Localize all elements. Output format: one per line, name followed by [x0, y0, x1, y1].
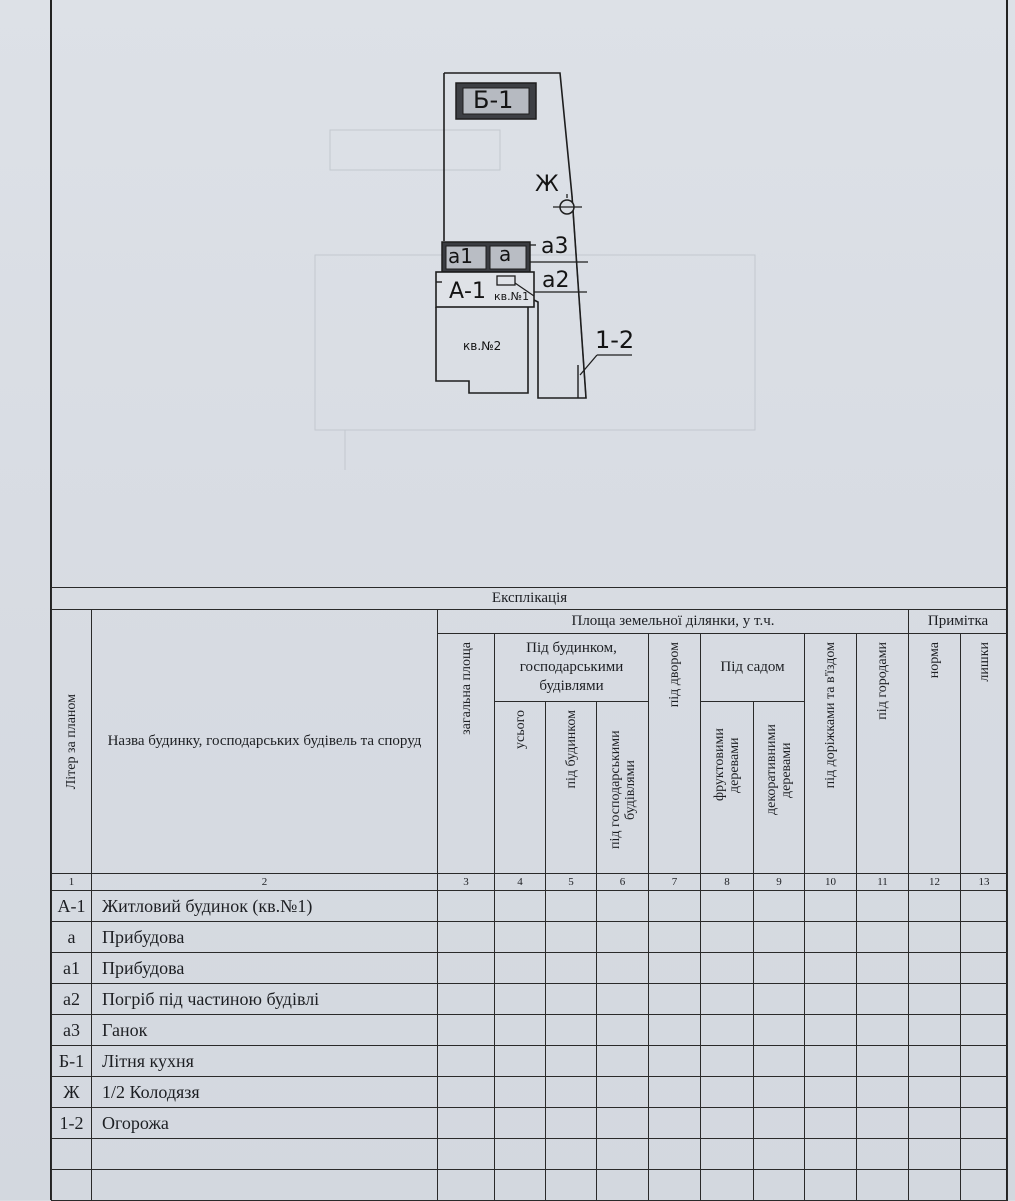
label-a3: а3 — [541, 234, 569, 259]
row-cell — [805, 891, 857, 922]
row-cell — [438, 1046, 495, 1077]
row-name: Прибудова — [92, 922, 438, 953]
row-code: а1 — [52, 953, 92, 984]
row-cell — [495, 891, 546, 922]
row-cell — [597, 891, 649, 922]
row-cell — [805, 984, 857, 1015]
row-cell — [649, 1108, 701, 1139]
row-cell — [546, 1046, 597, 1077]
row-name — [92, 1170, 438, 1201]
row-name: Літня кухня — [92, 1046, 438, 1077]
row-cell — [546, 1108, 597, 1139]
header-paths: під доріжками та в'їздом — [805, 634, 857, 874]
row-cell — [961, 922, 1008, 953]
table-row — [52, 1015, 1008, 1046]
row-cell — [857, 922, 909, 953]
row-cell — [438, 1108, 495, 1139]
row-cell — [961, 1046, 1008, 1077]
row-cell — [546, 1170, 597, 1201]
row-cell — [754, 922, 805, 953]
header-litera: Літер за планом — [52, 610, 92, 874]
row-cell — [805, 1139, 857, 1170]
row-cell — [546, 922, 597, 953]
row-code: Ж — [52, 1077, 92, 1108]
row-cell — [546, 984, 597, 1015]
table-row — [52, 922, 1008, 953]
table-title: Експлікація — [52, 588, 1008, 610]
row-cell — [909, 1046, 961, 1077]
row-cell — [438, 1015, 495, 1046]
explication-table — [51, 587, 1008, 1201]
row-cell — [805, 1108, 857, 1139]
label-a2: а2 — [542, 268, 570, 293]
header-fruit-trees: фруктовими деревами — [701, 702, 754, 874]
row-cell — [495, 1108, 546, 1139]
row-code: а3 — [52, 1015, 92, 1046]
row-cell — [754, 1046, 805, 1077]
row-cell — [754, 1015, 805, 1046]
row-cell — [495, 984, 546, 1015]
row-cell — [546, 1139, 597, 1170]
row-cell — [857, 891, 909, 922]
label-flat1: кв.№1 — [494, 290, 530, 303]
row-code: А-1 — [52, 891, 92, 922]
row-cell — [909, 922, 961, 953]
row-cell — [961, 953, 1008, 984]
header-area-group: Площа земельної ділянки, у т.ч. — [438, 610, 909, 634]
row-cell — [649, 953, 701, 984]
label-a1: а1 — [448, 244, 473, 268]
row-cell — [754, 1108, 805, 1139]
row-cell — [495, 953, 546, 984]
row-cell — [649, 1046, 701, 1077]
header-name: Назва будинку, господарських будівель та споруд — [92, 610, 438, 874]
row-cell — [546, 891, 597, 922]
row-cell — [649, 1077, 701, 1108]
header-under-outbuildings: під господарськими будівлями — [597, 702, 649, 874]
row-cell — [597, 1170, 649, 1201]
row-cell — [909, 1015, 961, 1046]
header-total-area: загальна площа — [438, 634, 495, 874]
row-cell — [597, 1139, 649, 1170]
row-cell — [495, 1170, 546, 1201]
site-plan — [0, 0, 1015, 590]
row-cell — [805, 1170, 857, 1201]
row-cell — [438, 1077, 495, 1108]
row-cell — [857, 953, 909, 984]
row-cell — [495, 1139, 546, 1170]
row-name: Житловий будинок (кв.№1) — [92, 891, 438, 922]
table-row — [52, 1139, 1008, 1170]
row-cell — [495, 922, 546, 953]
table-row — [52, 984, 1008, 1015]
row-cell — [754, 891, 805, 922]
row-cell — [805, 1015, 857, 1046]
row-cell — [701, 1139, 754, 1170]
header-decor-trees: декоративними деревами — [754, 702, 805, 874]
row-name: Погріб під частиною будівлі — [92, 984, 438, 1015]
header-garden-group: Під садом — [701, 634, 805, 702]
row-cell — [857, 1108, 909, 1139]
row-cell — [546, 1015, 597, 1046]
row-cell — [597, 984, 649, 1015]
table-row — [52, 953, 1008, 984]
row-cell — [701, 1170, 754, 1201]
row-cell — [857, 1077, 909, 1108]
table-row — [52, 891, 1008, 922]
label-A1: А-1 — [449, 279, 486, 304]
row-cell — [909, 1108, 961, 1139]
row-cell — [857, 984, 909, 1015]
row-cell — [649, 891, 701, 922]
header-excess: лишки — [961, 634, 1008, 874]
row-cell — [857, 1139, 909, 1170]
label-b1: Б-1 — [473, 86, 514, 114]
row-cell — [438, 1170, 495, 1201]
row-cell — [961, 1077, 1008, 1108]
row-cell — [649, 1170, 701, 1201]
row-cell — [805, 1046, 857, 1077]
row-cell — [649, 984, 701, 1015]
row-name — [92, 1139, 438, 1170]
label-a: а — [499, 242, 512, 266]
label-flat2: кв.№2 — [463, 339, 502, 353]
row-name: 1/2 Колодязя — [92, 1077, 438, 1108]
row-cell — [438, 984, 495, 1015]
row-cell — [649, 1015, 701, 1046]
row-cell — [701, 1015, 754, 1046]
row-cell — [909, 1139, 961, 1170]
row-code: а2 — [52, 984, 92, 1015]
row-cell — [701, 1046, 754, 1077]
row-cell — [909, 1170, 961, 1201]
row-cell — [438, 891, 495, 922]
row-cell — [597, 1015, 649, 1046]
row-cell — [805, 953, 857, 984]
row-cell — [754, 1139, 805, 1170]
table-row — [52, 1170, 1008, 1201]
row-name: Прибудова — [92, 953, 438, 984]
row-cell — [597, 953, 649, 984]
row-code: а — [52, 922, 92, 953]
row-code — [52, 1139, 92, 1170]
row-cell — [701, 984, 754, 1015]
table-row — [52, 1046, 1008, 1077]
header-under-buildings: Під будинком, господарськими будівлями — [495, 634, 649, 702]
row-code: Б-1 — [52, 1046, 92, 1077]
table-row — [52, 1077, 1008, 1108]
row-cell — [701, 922, 754, 953]
row-cell — [597, 1046, 649, 1077]
row-cell — [909, 1077, 961, 1108]
header-vegetable: під городами — [857, 634, 909, 874]
table-row — [52, 1108, 1008, 1139]
row-cell — [754, 984, 805, 1015]
row-cell — [909, 891, 961, 922]
row-cell — [495, 1015, 546, 1046]
row-cell — [805, 922, 857, 953]
row-cell — [961, 1139, 1008, 1170]
row-cell — [909, 984, 961, 1015]
row-cell — [438, 1139, 495, 1170]
column-number-row: 1 2 3 4 5 6 7 8 9 10 11 12 13 — [52, 874, 1008, 891]
row-code — [52, 1170, 92, 1201]
row-cell — [701, 1108, 754, 1139]
row-cell — [701, 953, 754, 984]
row-cell — [754, 953, 805, 984]
row-cell — [546, 1077, 597, 1108]
row-cell — [961, 1108, 1008, 1139]
row-cell — [961, 984, 1008, 1015]
row-cell — [961, 891, 1008, 922]
row-cell — [857, 1046, 909, 1077]
row-cell — [701, 891, 754, 922]
row-cell — [597, 1108, 649, 1139]
row-cell — [701, 1077, 754, 1108]
label-fence: 1-2 — [595, 326, 635, 354]
row-cell — [805, 1077, 857, 1108]
row-cell — [649, 922, 701, 953]
row-cell — [754, 1077, 805, 1108]
row-cell — [438, 922, 495, 953]
row-cell — [754, 1170, 805, 1201]
header-under-yard: під двором — [649, 634, 701, 874]
label-well: Ж — [535, 172, 559, 197]
header-all: усього — [495, 702, 546, 874]
row-cell — [546, 953, 597, 984]
row-cell — [495, 1077, 546, 1108]
row-name: Ганок — [92, 1015, 438, 1046]
row-cell — [649, 1139, 701, 1170]
row-cell — [961, 1170, 1008, 1201]
row-code: 1-2 — [52, 1108, 92, 1139]
row-cell — [495, 1046, 546, 1077]
row-cell — [857, 1015, 909, 1046]
row-cell — [961, 1015, 1008, 1046]
header-under-house: під будинком — [546, 702, 597, 874]
row-cell — [597, 922, 649, 953]
header-norm: норма — [909, 634, 961, 874]
row-cell — [857, 1170, 909, 1201]
row-cell — [597, 1077, 649, 1108]
header-note-group: Примітка — [909, 610, 1008, 634]
row-cell — [438, 953, 495, 984]
row-cell — [909, 953, 961, 984]
row-name: Огорожа — [92, 1108, 438, 1139]
